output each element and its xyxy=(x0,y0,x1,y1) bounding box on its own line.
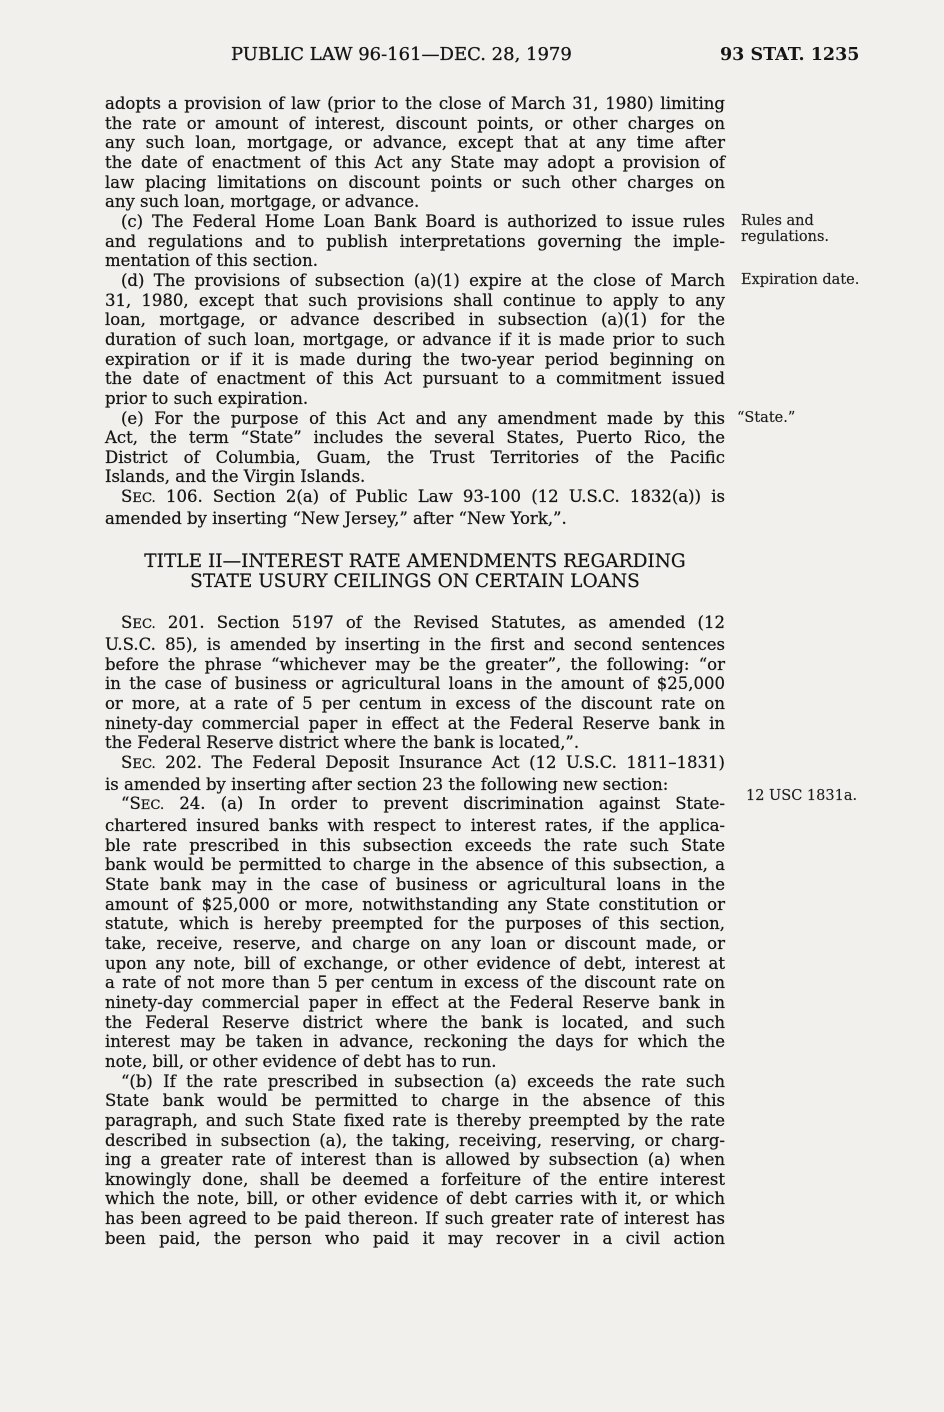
paragraph xyxy=(105,94,725,212)
margin-note-line: “State.” xyxy=(737,410,796,426)
margin-note-line: 12 USC 1831a. xyxy=(746,788,858,804)
text-line: paragraph, and such State fixed rate is thereby preempted by the rate xyxy=(105,1110,725,1130)
text-line: prior to such expiration. xyxy=(105,388,309,408)
text-line: 31, 1980, except that such provisions shall continue to apply to any xyxy=(105,290,725,310)
text-line: ble rate prescribed in this subsection exceeds the rate such State xyxy=(105,835,725,855)
text-line: (c) The Federal Home Loan Bank Board is authorized to issue rules xyxy=(121,211,725,231)
text-line: ing a greater rate of interest than is allowed by subsection (a) when xyxy=(105,1150,725,1170)
text-line: (d) The provisions of subsection (a)(1) expire at the close of March xyxy=(121,270,725,290)
margin-note-usc-citation xyxy=(746,788,857,804)
section-label: SEC. xyxy=(121,753,156,773)
paragraph xyxy=(105,613,725,753)
text-line: interest may be taken in advance, reckoning the days for which the xyxy=(105,1032,725,1052)
section-label: SEC. xyxy=(121,487,156,507)
body-before-title xyxy=(105,94,725,528)
text-line: knowingly done, shall be deemed a forfeiture of the entire interest xyxy=(105,1169,725,1189)
margin-note-line: Rules and xyxy=(741,213,814,229)
title-heading xyxy=(105,552,725,592)
text-line: SEC. 106. Section 2(a) of Public Law 93-100 (12 U.S.C. 1832(a)) is xyxy=(121,487,725,507)
text-line: the date of enactment of this Act any State may adopt a provision of xyxy=(105,152,725,172)
title-line: TITLE II—INTEREST RATE AMENDMENTS REGARDING xyxy=(144,551,686,573)
paragraph xyxy=(105,212,725,271)
text-line: (e) For the purpose of this Act and any amendment made by this xyxy=(121,408,725,428)
text-line: described in subsection (a), the taking, receiving, reserving, or charg- xyxy=(105,1130,725,1150)
text-line: the Federal Reserve district where the bank is located, and such xyxy=(105,1012,725,1032)
text-line: any such loan, mortgage, or advance, except that at any time after xyxy=(105,133,725,153)
paragraph xyxy=(105,753,725,794)
text-line: “(b) If the rate prescribed in subsection (a) exceeds the rate such xyxy=(121,1071,725,1091)
text-line: ninety-day commercial paper in effect at the Federal Reserve bank in xyxy=(105,713,725,733)
text-line: upon any note, bill of exchange, or other evidence of debt, interest at xyxy=(105,953,725,973)
body-after-title xyxy=(105,613,725,1248)
text-line: take, receive, reserve, and charge on any loan or discount made, or xyxy=(105,933,725,953)
text-line: Act, the term “State” includes the several States, Puerto Rico, the xyxy=(105,428,725,448)
text-line: in the case of business or agricultural loans in the amount of $25,000 xyxy=(105,674,725,694)
page-reference: 93 STAT. 1235 xyxy=(720,45,860,65)
text-line: been paid, the person who paid it may recover in a civil action xyxy=(105,1228,725,1248)
body-text xyxy=(105,94,725,1248)
text-line: expiration or if it is made during the two-year period beginning on xyxy=(105,349,725,369)
margin-note-line: Expiration date. xyxy=(741,272,860,288)
text-line: the Federal Reserve district where the bank is located,”. xyxy=(105,733,580,753)
text-line: State bank may in the case of business or agricultural loans in the xyxy=(105,874,725,894)
text-line: and regulations and to publish interpretations governing the imple- xyxy=(105,231,725,251)
text-line: amount of $25,000 or more, notwithstanding any State constitution or xyxy=(105,894,725,914)
paragraph xyxy=(105,1072,725,1249)
title-line: STATE USURY CEILINGS ON CERTAIN LOANS xyxy=(190,571,640,593)
margin-note-state xyxy=(737,410,795,426)
text-line: adopts a provision of law (prior to the close of March 31, 1980) limiting xyxy=(105,94,725,113)
text-line: loan, mortgage, or advance described in subsection (a)(1) for the xyxy=(105,310,725,330)
text-line: amended by inserting “New Jersey,” after “New York,”. xyxy=(105,508,567,528)
text-line: District of Columbia, Guam, the Trust Territories of the Pacific xyxy=(105,447,725,467)
text-line: any such loan, mortgage, or advance. xyxy=(105,192,420,212)
text-line: the rate or amount of interest, discount points, or other charges on xyxy=(105,113,725,133)
text-line: note, bill, or other evidence of debt has to run. xyxy=(105,1051,497,1071)
running-title: PUBLIC LAW 96-161—DEC. 28, 1979 xyxy=(231,44,572,65)
text-line: ninety-day commercial paper in effect at the Federal Reserve bank in xyxy=(105,992,725,1012)
text-line: is amended by inserting after section 23 the following new section: xyxy=(105,774,669,794)
text-line: “SEC. 24. (a) In order to prevent discrimination against State- xyxy=(121,794,725,814)
text-line: statute, which is hereby preempted for the purposes of this section, xyxy=(105,914,725,934)
text-line: chartered insured banks with respect to interest rates, if the applica- xyxy=(105,816,725,835)
section-label-smallcaps: EC. xyxy=(132,757,156,773)
paragraph xyxy=(105,271,725,409)
text-line: or more, at a rate of 5 per centum in excess of the discount rate on xyxy=(105,694,725,714)
text-line: before the phrase “whichever may be the greater”, the following: “or xyxy=(105,654,725,674)
text-line: has been agreed to be paid thereon. If such greater rate of interest has xyxy=(105,1209,725,1229)
text-line: State bank would be permitted to charge in the absence of this xyxy=(105,1091,725,1111)
text-line: law placing limitations on discount points or such other charges on xyxy=(105,172,725,192)
text-line: SEC. 202. The Federal Deposit Insurance Act (12 U.S.C. 1811–1831) xyxy=(121,753,725,773)
text-line: duration of such loan, mortgage, or advance if it is made prior to such xyxy=(105,329,725,349)
text-line: Islands, and the Virgin Islands. xyxy=(105,467,366,487)
text-line: the date of enactment of this Act pursuant to a commitment issued xyxy=(105,369,725,389)
section-label: SEC. xyxy=(129,794,165,814)
paragraph xyxy=(105,409,725,488)
text-line: SEC. 201. Section 5197 of the Revised Statutes, as amended (12 xyxy=(121,613,725,633)
section-label-smallcaps: EC. xyxy=(140,798,165,814)
text-line: mentation of this section. xyxy=(105,251,318,271)
text-line: a rate of not more than 5 per centum in excess of the discount rate on xyxy=(105,973,725,993)
margin-note-rules-and-regulations xyxy=(741,213,829,245)
section-label-smallcaps: EC. xyxy=(132,491,156,507)
paragraph xyxy=(105,487,725,528)
margin-note-expiration-date xyxy=(741,272,859,288)
section-label: SEC. xyxy=(121,613,156,633)
text-line: which the note, bill, or other evidence of debt carries with it, or which xyxy=(105,1189,725,1209)
section-label-smallcaps: EC. xyxy=(132,617,156,633)
text-line: bank would be permitted to charge in the absence of this subsection, a xyxy=(105,855,725,875)
paragraph xyxy=(105,794,725,1071)
text-line: U.S.C. 85), is amended by inserting in the first and second sentences xyxy=(105,635,725,655)
margin-note-line: regulations. xyxy=(741,229,829,245)
